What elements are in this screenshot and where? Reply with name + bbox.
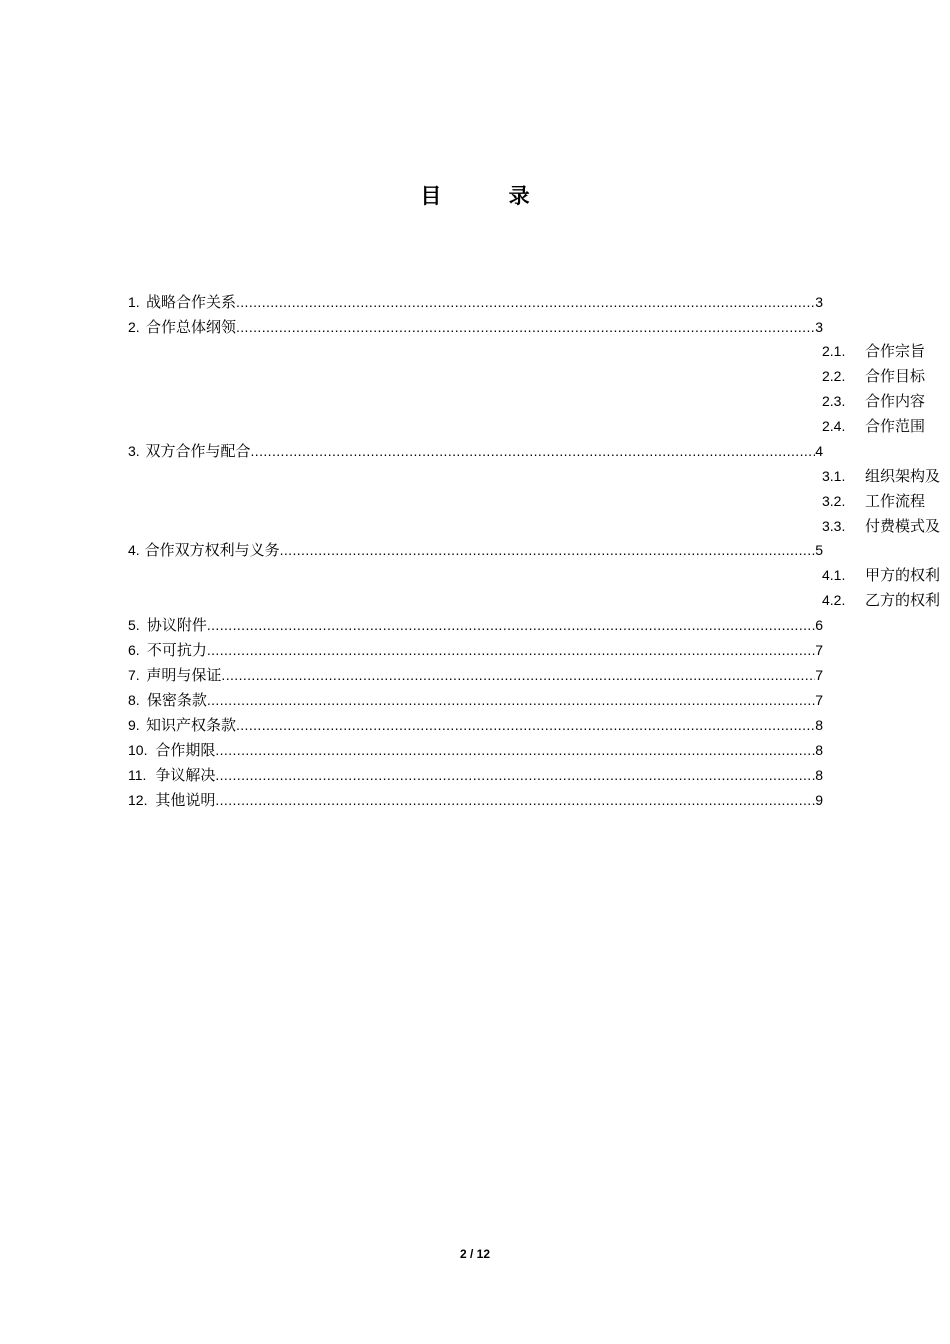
toc-leader (251, 439, 816, 464)
toc-subentry-number: 2.2. (822, 368, 846, 384)
toc-entry[interactable] (128, 638, 823, 663)
toc-entry-number: 11. (128, 767, 147, 783)
toc-entry-label: 协议附件 (146, 616, 207, 634)
toc-subentry-label: 合作目标 (865, 367, 926, 385)
toc-entry[interactable] (128, 663, 823, 688)
toc-entry-label: 合作总体纲领 (145, 318, 236, 336)
toc-entry-label: 其他说明 (155, 791, 216, 809)
toc-entry-page: 5 (815, 542, 823, 558)
toc-entry-label: 争议解决 (155, 766, 216, 784)
toc-entry-number: 3. (128, 443, 140, 459)
toc-entry-page: 8 (815, 717, 823, 733)
toc-subentry[interactable] (822, 414, 950, 439)
toc-leader (215, 738, 815, 763)
toc-subentry[interactable] (822, 339, 950, 364)
toc-entry[interactable] (128, 738, 823, 763)
toc-subentry-label: 合作范围 (865, 417, 926, 435)
toc-entry-page: 3 (815, 294, 823, 310)
toc-leader (236, 713, 815, 738)
toc-subentry[interactable] (822, 489, 950, 514)
page-number: 2 / 12 (459, 1247, 491, 1261)
toc-entry-page: 7 (815, 667, 823, 683)
toc-entry[interactable] (128, 613, 823, 638)
toc-leader (236, 290, 815, 315)
toc-entry-label: 合作期限 (155, 741, 216, 759)
toc-entry-number: 7. (128, 667, 140, 683)
toc-entry-label: 双方合作与配合 (145, 442, 251, 460)
toc-entry-label: 知识产权条款 (145, 716, 236, 734)
toc-subentry-number: 4.1. (822, 567, 846, 583)
toc-entry-page: 3 (815, 319, 823, 335)
toc-subentry-number: 3.3. (822, 518, 846, 534)
toc-subentry-number: 3.1. (822, 468, 846, 484)
toc-entry-number: 9. (128, 717, 140, 733)
toc-entry[interactable] (128, 538, 823, 563)
toc-subentry-number: 2.4. (822, 418, 846, 434)
toc-subentry[interactable] (822, 588, 950, 613)
toc-entry-page: 6 (815, 617, 823, 633)
toc-leader (280, 538, 816, 563)
toc-entry[interactable] (128, 713, 823, 738)
toc-entry[interactable] (128, 788, 823, 813)
toc-entry-label: 合作双方权利与义务 (144, 541, 280, 559)
toc-leader (221, 663, 815, 688)
toc-subentry-label: 工作流程 (865, 492, 926, 510)
toc-subentry-label: 乙方的权利 (865, 591, 941, 609)
toc-subentry-number: 2.3. (822, 393, 846, 409)
toc-entry-page: 7 (815, 692, 823, 708)
toc-entry-number: 4. (128, 542, 140, 558)
toc-subentry[interactable] (822, 389, 950, 414)
toc-entry-number: 10. (128, 742, 148, 758)
toc-subentry-number: 3.2. (822, 493, 846, 509)
toc-entry-page: 8 (815, 767, 823, 783)
toc-entry[interactable] (128, 290, 823, 315)
toc-entry-page: 8 (815, 742, 823, 758)
toc-entry-label: 战略合作关系 (145, 293, 236, 311)
toc-subentry[interactable] (822, 563, 950, 588)
toc-entry-page: 9 (815, 792, 823, 808)
toc-leader (236, 315, 815, 340)
toc-leader (215, 788, 815, 813)
toc-entry-number: 8. (128, 692, 140, 708)
toc-title: 目 录 (420, 184, 560, 208)
toc-leader (207, 613, 815, 638)
toc-entry[interactable] (128, 439, 823, 464)
toc-leader (215, 763, 815, 788)
toc-leader (207, 688, 815, 713)
toc-subentry-number: 4.2. (822, 592, 846, 608)
toc-entry-number: 12. (128, 792, 148, 808)
toc-entry-number: 5. (128, 617, 140, 633)
toc-entry[interactable] (128, 688, 823, 713)
toc-subentry-label: 付费模式及 (865, 517, 941, 535)
toc-entry-label: 保密条款 (146, 691, 207, 709)
toc-entry-label: 声明与保证 (146, 666, 222, 684)
toc-entry-number: 1. (128, 294, 140, 310)
toc-subentry[interactable] (822, 364, 950, 389)
toc-entry-number: 6. (128, 642, 140, 658)
toc-subentry-label: 合作内容 (865, 392, 926, 410)
toc-entry-page: 4 (815, 443, 823, 459)
toc-subentry-label: 甲方的权利 (865, 566, 941, 584)
toc-subentry-number: 2.1. (822, 343, 846, 359)
toc-subentry-label: 合作宗旨 (865, 342, 926, 360)
toc-entry[interactable] (128, 315, 823, 340)
toc-subentry[interactable] (822, 464, 950, 489)
toc-subentry-label: 组织架构及 (865, 467, 941, 485)
toc-entry-page: 7 (815, 642, 823, 658)
toc-leader (207, 638, 815, 663)
toc-entry[interactable] (128, 763, 823, 788)
toc-subentry[interactable] (822, 514, 950, 539)
toc-entry-label: 不可抗力 (146, 641, 207, 659)
toc-entry-number: 2. (128, 319, 140, 335)
